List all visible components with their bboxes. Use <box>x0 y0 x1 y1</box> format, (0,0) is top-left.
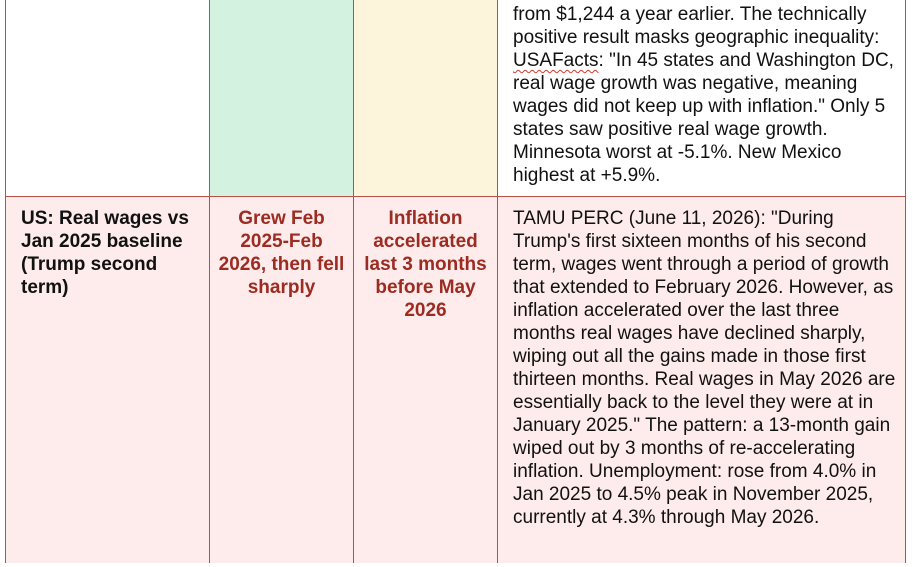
trend-cell <box>210 0 354 196</box>
details-text: TAMU PERC (June 11, 2026): "During Trump's first sixteen months of his second term, wages went through a period of growth that extended to February 2026. However, as inflation accelerated over the last three months real wages have declined sharply, wiping out all the gains made in those first thirteen months. Real wages in May 2026 are essentially back to the level they were at in January 2025." The pattern: a 13-month gain wiped out by 3 months of re-accelerating inflation. Unemployment: rose from 4.0% in Jan 2025 to 4.5% peak in November 2025, currently at 4.3% through May 2026. <box>513 208 896 528</box>
trend-cell <box>210 197 354 563</box>
driver-cell <box>354 197 498 563</box>
data-table <box>5 0 906 563</box>
label-cell <box>6 197 210 563</box>
table-row <box>6 197 905 563</box>
source-link-usafacts: USAFacts <box>513 50 599 71</box>
details-cell <box>498 0 905 196</box>
table-row <box>6 0 905 197</box>
driver-text: Inflation accelerated last 3 months before May 2026 <box>364 208 487 321</box>
label-cell <box>6 0 210 196</box>
details-text-after-link: : "In 45 states and Washington DC, real wage growth was negative, meaning wages did not keep up with inflation." Only 5 states saw positive real wage growth. Minnesota worst at -5.1%. New Mexico highest at +5.9%. <box>513 50 894 186</box>
details-cell <box>498 197 905 563</box>
row-label: US: Real wages vs Jan 2025 baseline (Trump second term) <box>21 208 189 298</box>
details-text <box>498 3 905 187</box>
details-text-before-link: from $1,244 a year earlier. The technically positive result masks geographic inequality: <box>513 4 880 48</box>
trend-text: Grew Feb 2025-Feb 2026, then fell sharply <box>218 208 345 298</box>
driver-cell <box>354 0 498 196</box>
